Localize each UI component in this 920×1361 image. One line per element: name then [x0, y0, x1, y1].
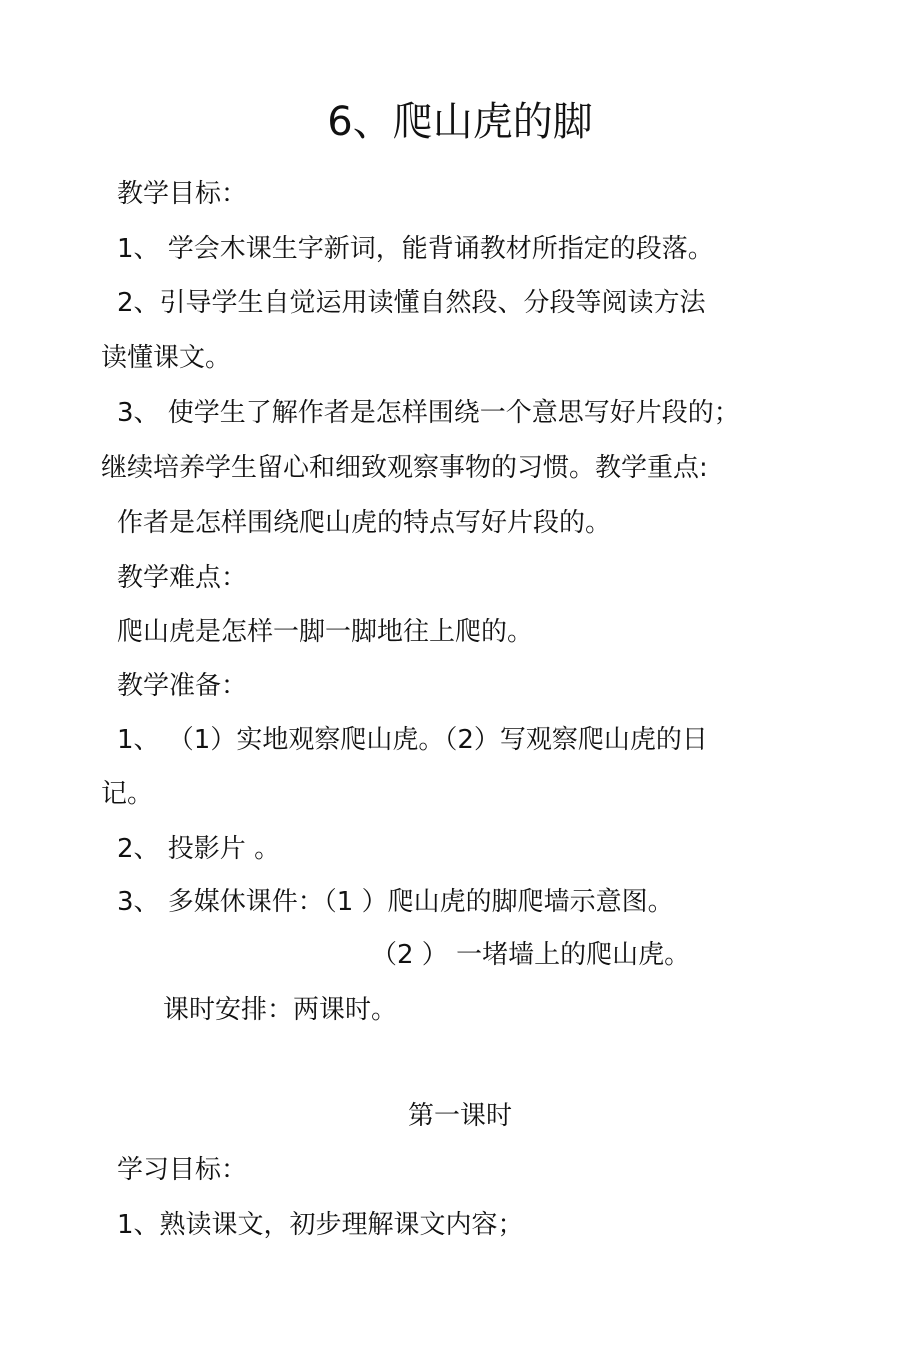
- goal-1: 1、 学会木课生字新词，能背诵教材所指定的段落。: [117, 234, 714, 264]
- prep-1-cont: 记。: [101, 779, 154, 809]
- prep-1: 1、 （1）实地观察爬山虎。（2）写观察爬山虎的日: [117, 725, 708, 755]
- lesson-1-heading: 第一课时: [407, 1101, 512, 1131]
- prep-2: 2、 投影片 。: [117, 834, 281, 864]
- lesson-title: 6、爬山虎的脚: [327, 99, 593, 145]
- difficulty-heading: 教学难点：: [117, 563, 248, 593]
- goal-2: 2、引导学生自觉运用读懂自然段、分段等阅读方法: [117, 288, 706, 318]
- learning-goals-heading: 学习目标：: [117, 1155, 248, 1185]
- preparation-heading: 教学准备：: [117, 671, 248, 701]
- goal-3-cont: 继续培养学生留心和细致观察事物的习惯。教学重点:: [101, 453, 708, 483]
- schedule: 课时安排：两课时。: [163, 995, 398, 1025]
- key-point: 作者是怎样围绕爬山虎的特点写好片段的。: [117, 508, 612, 538]
- teaching-goals-heading: 教学目标：: [117, 179, 248, 209]
- difficulty-text: 爬山虎是怎样一脚一脚地往上爬的。: [117, 617, 534, 647]
- goal-2-cont: 读懂课文。: [101, 343, 232, 373]
- prep-3: 3、 多媒休课件：（1 ）爬山虎的脚爬墙示意图。: [117, 887, 674, 917]
- prep-3-sub: （2 ） 一堵墙上的爬山虎。: [371, 940, 691, 970]
- learning-goal-1: 1、熟读课文，初步理解课文内容；: [117, 1210, 524, 1240]
- goal-3: 3、 使学生了解作者是怎样围绕一个意思写好片段的；: [117, 398, 740, 428]
